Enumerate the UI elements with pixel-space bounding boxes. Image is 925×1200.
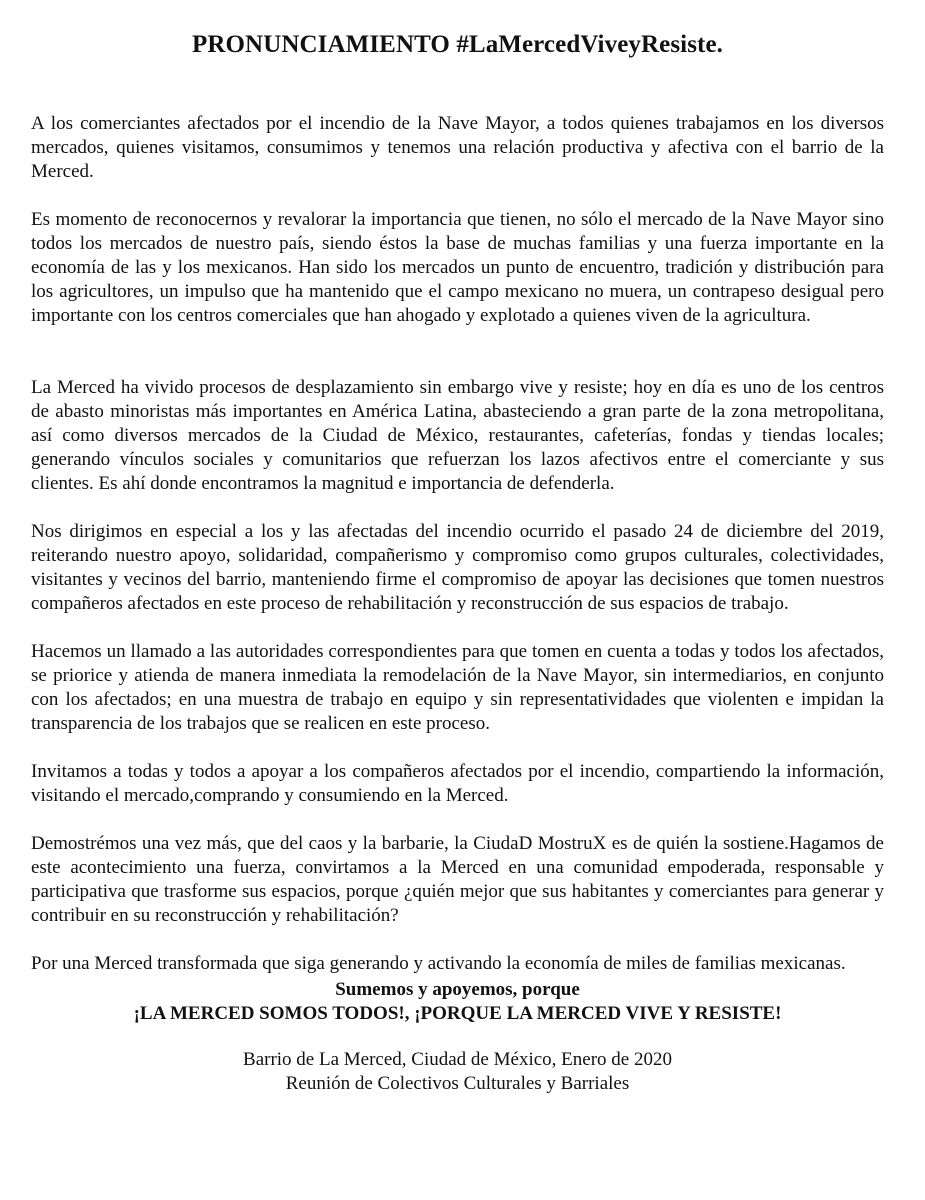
paragraph-transformation: Por una Merced transformada que siga generando y activando la economía de miles de familias mexicanas. bbox=[31, 953, 846, 974]
document-title: PRONUNCIAMIENTO #LaMercedViveyResiste. bbox=[191, 31, 724, 58]
paragraph-importance: Es momento de reconocernos y revalorar la importancia que tienen, no sólo el mercado de la Nave Mayor sino todos los mercados de nuestro país, siendo éstos la base de muchas familias y una fuerza importante en la economía de las y los mexicanos. Han sido los mercados un punto de encuentro, tradición y distribución para los agricultores, un impulso que ha mantenido que el campo mexicano no muera, un contrapeso desigual pero importante con los centros comerciales que han ahogado y explotado a quienes viven de la agricultura. bbox=[31, 209, 884, 326]
paragraph-demonstration: Demostrémos una vez más, que del caos y la barbarie, la CiudaD MostruX es de quién la sostiene.Hagamos de este acontecimiento una fuerza, convirtamos a la Merced en una comunidad empoderada, responsable y participativa que trasforme sus espacios, porque ¿quién mejor que sus habitantes y comerciantes para generar y contribuir en su reconstrucción y rehabilitación? bbox=[31, 833, 884, 926]
paragraph-history: La Merced ha vivido procesos de desplazamiento sin embargo vive y resiste; hoy en día es uno de los centros de abasto minoristas más importantes en América Latina, abasteciendo a gran parte de la zona metropolitana, así como diversos mercados de la Ciudad de México, restaurantes, cafeterías, fondas y tiendas locales; generando vínculos sociales y comunitarios que refuerzan los lazos afectivos entre el comerciante y sus clientes. Es ahí donde encontramos la magnitud e importancia de defenderla. bbox=[31, 377, 884, 494]
paragraph-call-to-authorities: Hacemos un llamado a las autoridades correspondientes para que tomen en cuenta a todas y todos los afectados, se priorice y atienda de manera inmediata la remodelación de la Nave Mayor, sin intermediarios, en conjunto con los afectados; en una muestra de trabajo en equipo y sin representatividades que violenten e impidan la transparencia de los trabajos que se realicen en este proceso. bbox=[31, 641, 884, 734]
closing-statement bbox=[31, 978, 884, 1026]
document-page bbox=[31, 30, 884, 1096]
place-date: Barrio de La Merced, Ciudad de México, Enero de 2020 bbox=[243, 1049, 672, 1070]
closing-line-1: Sumemos y apoyemos, porque bbox=[335, 979, 580, 1000]
closing-line-2: ¡LA MERCED SOMOS TODOS!, ¡PORQUE LA MERCED VIVE Y RESISTE! bbox=[133, 1003, 782, 1024]
paragraph-invitation: Invitamos a todas y todos a apoyar a los compañeros afectados por el incendio, compartiendo la información, visitando el mercado,comprando y consumiendo en la Merced. bbox=[31, 761, 884, 806]
signoff-block bbox=[31, 1048, 884, 1096]
paragraph-greeting: A los comerciantes afectados por el incendio de la Nave Mayor, a todos quienes trabajamos en los diversos mercados, quienes visitamos, consumimos y tenemos una relación productiva y afectiva con el barrio de la Merced. bbox=[31, 113, 884, 182]
signatories: Reunión de Colectivos Culturales y Barriales bbox=[285, 1073, 630, 1094]
paragraph-solidarity: Nos dirigimos en especial a los y las afectadas del incendio ocurrido el pasado 24 de diciembre del 2019, reiterando nuestro apoyo, solidaridad, compañerismo y compromiso como grupos culturales, colectividades, visitantes y vecinos del barrio, manteniendo firme el compromiso de apoyar las decisiones que tomen nuestros compañeros afectados en este proceso de rehabilitación y reconstrucción de sus espacios de trabajo. bbox=[31, 521, 884, 614]
